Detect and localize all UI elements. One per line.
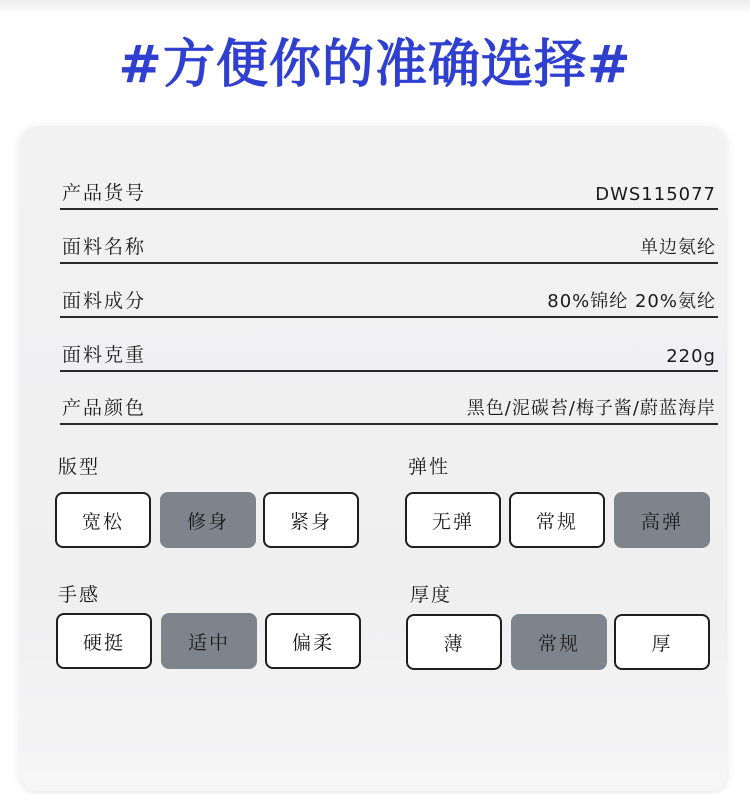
spec-value: 黑色/泥碳苔/梅子酱/蔚蓝海岸 (466, 398, 716, 419)
group-title-fit: 版型 (58, 456, 101, 478)
spec-value: 80%锦纶 20%氨纶 (547, 291, 716, 312)
spec-row-fabric-weight (60, 338, 718, 372)
group-title-elasticity: 弹性 (408, 456, 451, 478)
spec-label: 面料成分 (62, 290, 147, 312)
option-fit-slim[interactable]: 修身 (160, 492, 256, 548)
option-elasticity-regular[interactable]: 常规 (509, 492, 605, 548)
option-feel-stiff[interactable]: 硬挺 (56, 613, 152, 669)
option-fit-tight[interactable]: 紧身 (263, 492, 359, 548)
option-elasticity-none[interactable]: 无弹 (405, 492, 501, 548)
group-title-hand-feel: 手感 (58, 584, 101, 606)
spec-label: 面料克重 (62, 344, 147, 366)
spec-card (20, 126, 727, 791)
top-shadow (0, 0, 750, 14)
spec-value: 220g (666, 346, 716, 367)
spec-row-fabric-composition (60, 284, 718, 318)
option-thickness-thick[interactable]: 厚 (614, 614, 710, 670)
spec-label: 面料名称 (62, 236, 147, 258)
option-thickness-thin[interactable]: 薄 (406, 614, 502, 670)
option-thickness-regular[interactable]: 常规 (511, 614, 607, 670)
spec-value: DWS115077 (595, 184, 716, 205)
page-headline: #方便你的准确选择# (118, 35, 632, 95)
spec-value: 单边氨纶 (640, 237, 716, 258)
spec-row-fabric-name (60, 230, 718, 264)
spec-label: 产品货号 (62, 182, 147, 204)
option-elasticity-high[interactable]: 高弹 (614, 492, 710, 548)
group-title-thickness: 厚度 (410, 584, 453, 606)
spec-row-product-color (60, 391, 718, 425)
spec-row-item-number (60, 176, 718, 210)
spec-label: 产品颜色 (62, 397, 147, 419)
option-fit-loose[interactable]: 宽松 (55, 492, 151, 548)
option-feel-medium[interactable]: 适中 (161, 613, 257, 669)
option-feel-soft[interactable]: 偏柔 (265, 613, 361, 669)
